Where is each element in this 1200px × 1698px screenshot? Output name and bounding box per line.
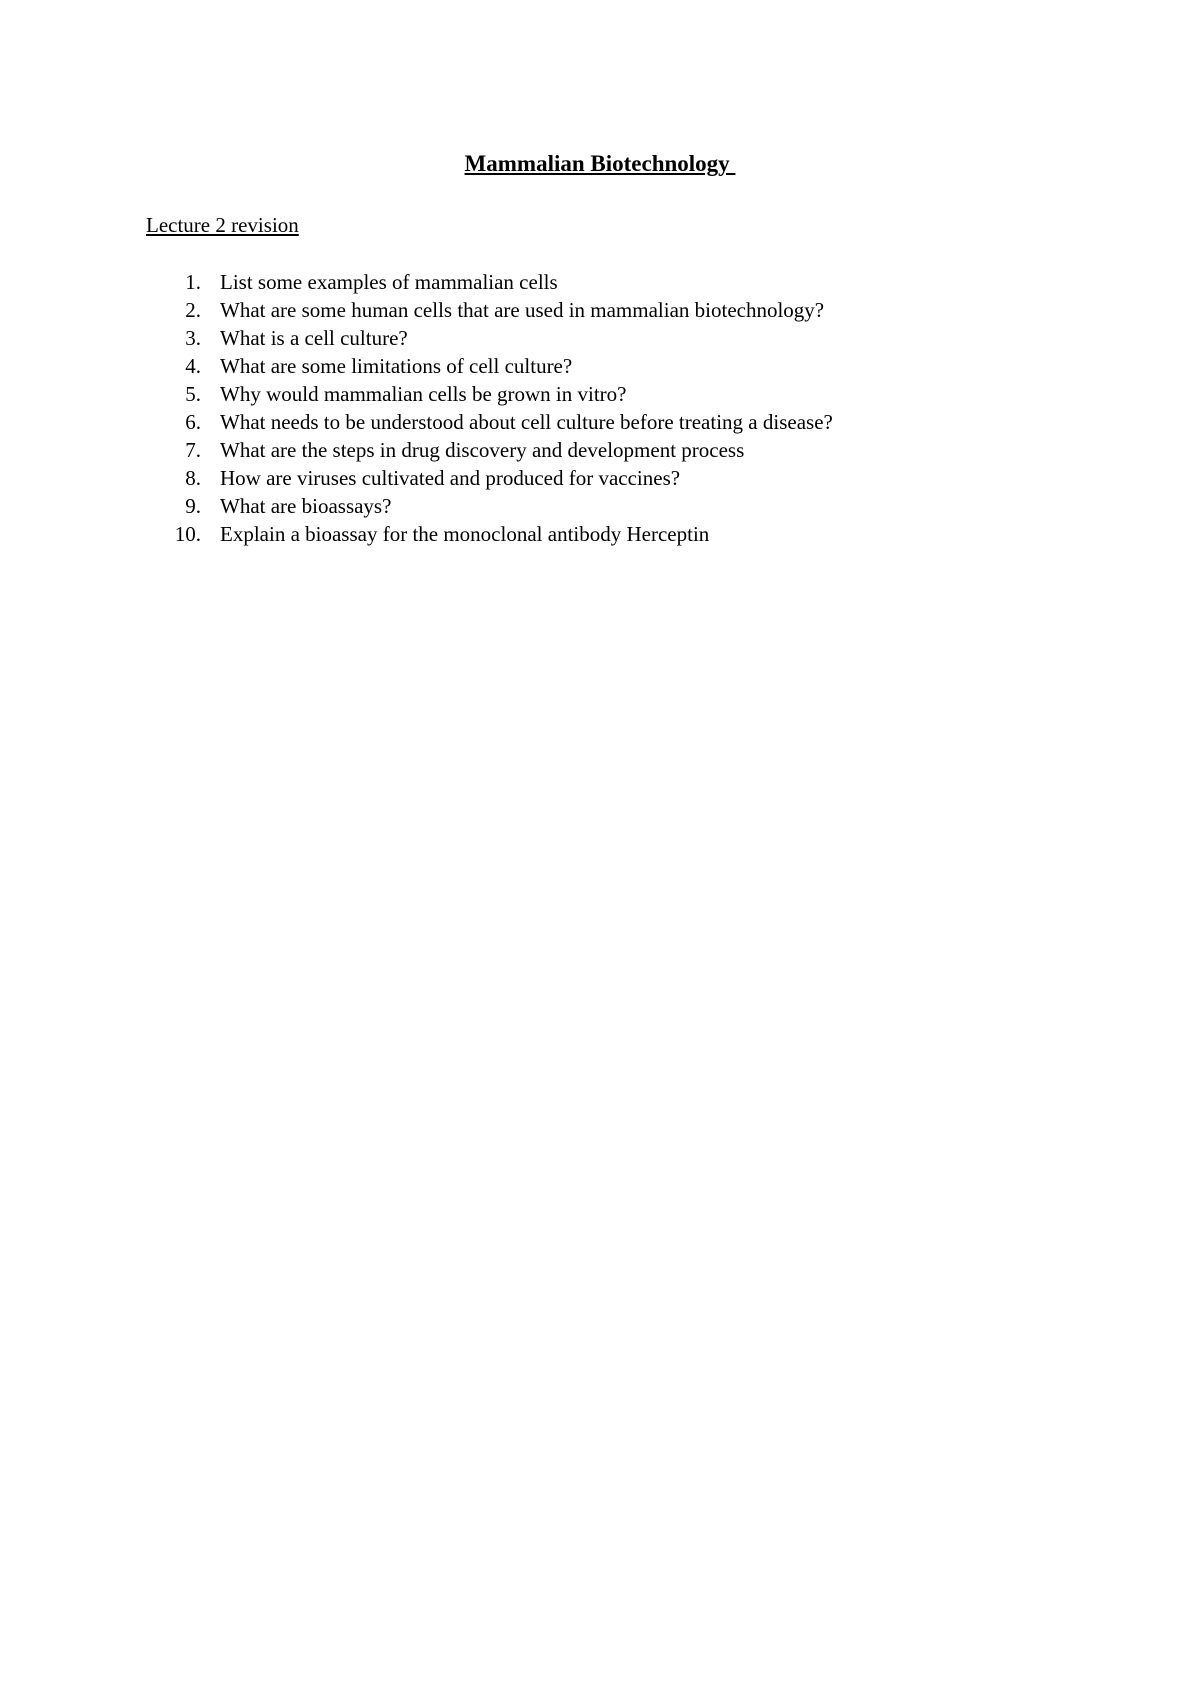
question-item <box>0 324 1200 352</box>
question-text: List some examples of mammalian cells <box>220 270 558 294</box>
question-number: 6. <box>185 410 201 434</box>
question-number: 9. <box>185 494 201 518</box>
question-number: 7. <box>185 438 201 462</box>
question-item <box>0 464 1200 492</box>
question-number: 4. <box>185 354 201 378</box>
question-item <box>0 296 1200 324</box>
question-item <box>0 436 1200 464</box>
question-text: What are the steps in drug discovery and development process <box>220 438 745 462</box>
question-text: What needs to be understood about cell culture before treating a disease? <box>220 410 833 434</box>
question-item <box>0 268 1200 296</box>
question-item <box>0 520 1200 548</box>
question-item <box>0 380 1200 408</box>
question-text: What is a cell culture? <box>220 326 408 350</box>
question-number: 3. <box>185 326 201 350</box>
question-number: 1. <box>185 270 201 294</box>
question-list <box>0 268 1200 548</box>
question-item <box>0 492 1200 520</box>
question-text: What are some human cells that are used in mammalian biotechnology? <box>220 298 825 322</box>
question-text: How are viruses cultivated and produced for vaccines? <box>220 466 681 490</box>
question-item <box>0 408 1200 436</box>
question-number: 10. <box>174 522 201 546</box>
question-number: 8. <box>185 466 201 490</box>
question-item <box>0 352 1200 380</box>
document-title <box>0 150 1200 178</box>
question-text: What are some limitations of cell culture? <box>220 354 573 378</box>
question-number: 2. <box>185 298 201 322</box>
question-text: What are bioassays? <box>220 494 392 518</box>
question-number: 5. <box>185 382 201 406</box>
question-text: Why would mammalian cells be grown in vitro? <box>220 382 627 406</box>
question-text: Explain a bioassay for the monoclonal antibody Herceptin <box>220 522 710 546</box>
document-title-text: Mammalian Biotechnology <box>464 151 736 176</box>
lecture-heading: Lecture 2 revision <box>146 213 299 237</box>
